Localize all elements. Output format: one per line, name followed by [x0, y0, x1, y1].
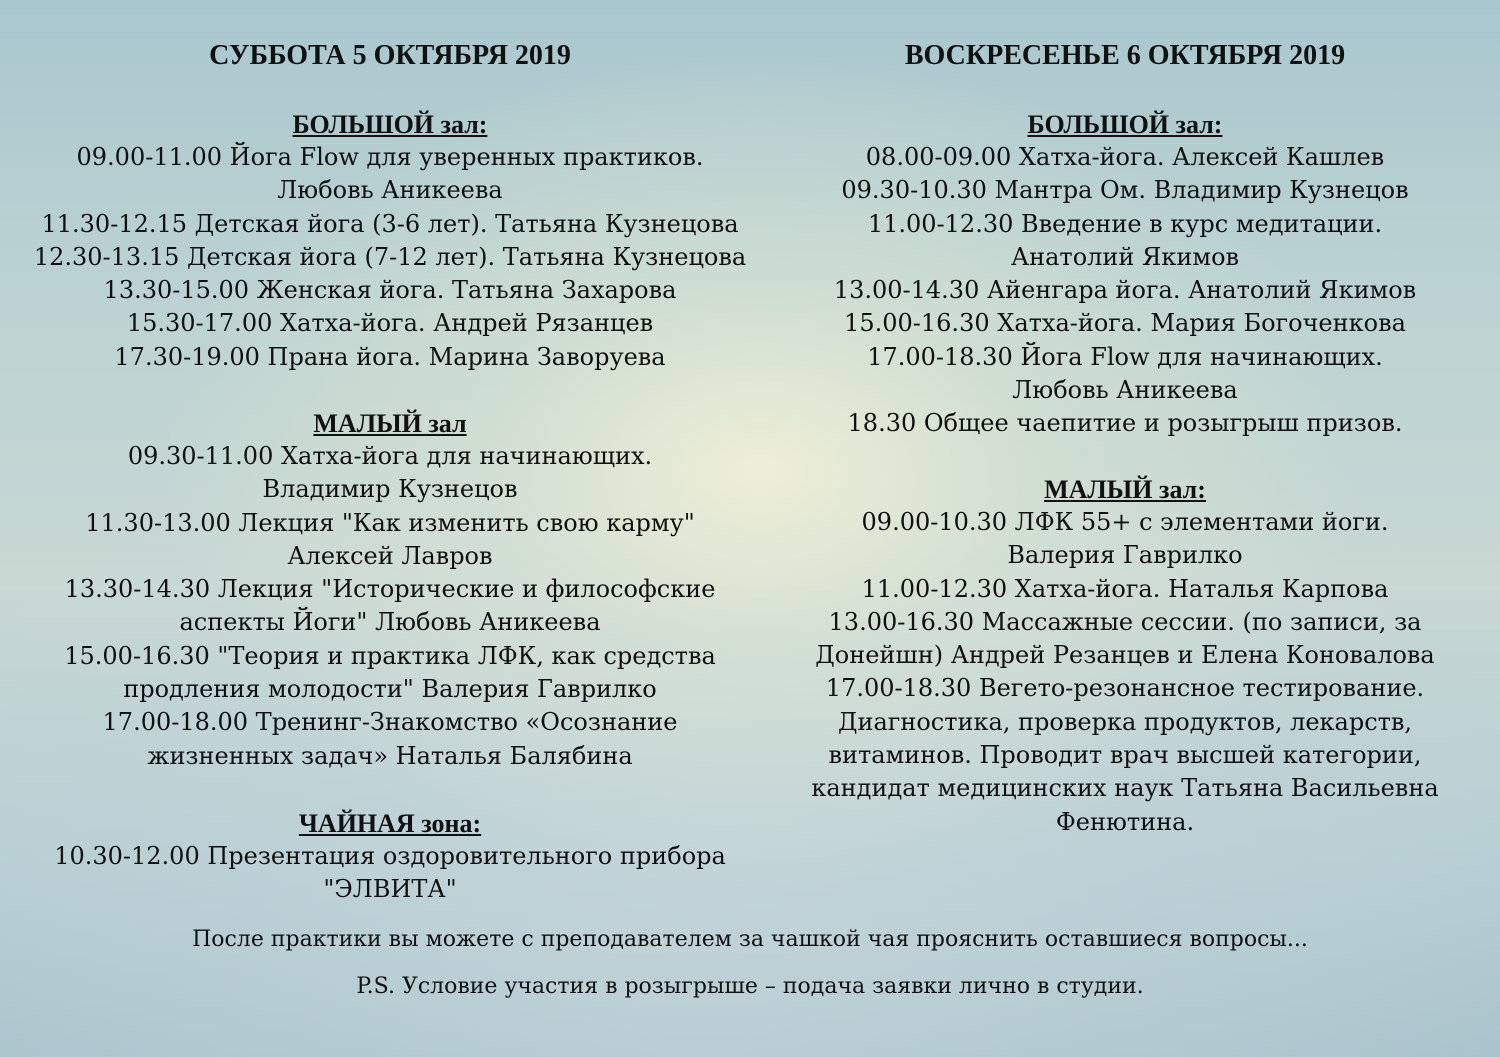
sunday-title: ВОСКРЕСЕНЬЕ 6 ОКТЯБРЯ 2019 — [904, 40, 1346, 71]
schedule-line: 11.30-12.15 Детская йога (3-6 лет). Татьяна Кузнецова — [41, 209, 739, 238]
schedule-line: 13.30-15.00 Женская йога. Татьяна Захарова — [103, 276, 677, 305]
saturday-tea-zone-heading: ЧАЙНАЯ зона: — [298, 809, 482, 838]
saturday-small-hall — [30, 407, 750, 773]
schedule-line: 10.30-12.00 Презентация оздоровительного прибора — [54, 842, 726, 870]
schedule-line: Диагностика, проверка продуктов, лекарств, — [837, 707, 1413, 736]
schedule-line: продления молодости" Валерия Гаврилко — [123, 675, 657, 704]
schedule-line: Любовь Аникеева — [1012, 376, 1238, 405]
schedule-line: Владимир Кузнецов — [262, 475, 518, 504]
schedule-line: 18.30 Общее чаепитие и розыгрыш призов. — [847, 409, 1403, 438]
saturday-big-hall-heading: БОЛЬШОЙ зал: — [292, 110, 488, 139]
saturday-title: СУББОТА 5 ОКТЯБРЯ 2019 — [209, 40, 571, 71]
schedule-line: 13.00-14.30 Айенгара йога. Анатолий Якимов — [833, 276, 1417, 305]
schedule-line: Донейшн) Андрей Резанцев и Елена Коновалова — [815, 641, 1435, 670]
schedule-line: Валерия Гаврилко — [1007, 541, 1243, 570]
schedule-line: Любовь Аникеева — [277, 176, 503, 205]
schedule-line: 09.00-10.30 ЛФК 55+ с элементами йоги. — [861, 508, 1389, 536]
schedule-line: жизненных задач» Наталья Балябина — [147, 741, 633, 770]
schedule-line: 12.30-13.15 Детская йога (7-12 лет). Татьяна Кузнецова — [33, 242, 747, 271]
schedule-line: 09.30-10.30 Мантра Ом. Владимир Кузнецов — [841, 176, 1409, 205]
schedule-line: Фенютина. — [1055, 807, 1195, 836]
schedule-line: 11.00-12.30 Введение в курс медитации. — [867, 209, 1383, 238]
sunday-big-hall — [780, 108, 1470, 441]
schedule-line: 08.00-09.00 Хатха-йога. Алексей Кашлев — [865, 143, 1385, 171]
schedule-line: 11.00-12.30 Хатха-йога. Наталья Карпова — [861, 574, 1389, 603]
schedule-line: 15.30-17.00 Хатха-йога. Андрей Рязанцев — [126, 309, 654, 338]
schedule-line: аспекты Йоги" Любовь Аникеева — [179, 608, 601, 637]
schedule-line: 13.00-16.30 Массажные сессии. (по записи, за — [828, 607, 1422, 636]
schedule-line: 13.30-14.30 Лекция "Исторические и философские — [64, 575, 716, 604]
saturday-small-hall-heading: МАЛЫЙ зал — [313, 409, 467, 438]
schedule-line: кандидат медицинских наук Татьяна Васильевна — [811, 774, 1439, 803]
schedule-line: 15.00-16.30 "Теория и практика ЛФК, как средства — [64, 641, 716, 670]
schedule-line: 17.00-18.30 Йога Flow для начинающих. — [867, 342, 1383, 371]
schedule-line: 17.00-18.30 Вегето-резонансное тестирование. — [825, 674, 1425, 703]
footer-note: После практики вы можете с преподавателем за чашкой чая прояснить оставшиеся вопросы... — [192, 927, 1308, 952]
sunday-big-hall-heading: БОЛЬШОЙ зал: — [1027, 110, 1223, 139]
schedule-line: витаминов. Проводит врач высшей категории, — [828, 741, 1422, 770]
schedule-line: Алексей Лавров — [287, 541, 493, 570]
schedule-line: 09.00-11.00 Йога Flow для уверенных практиков. — [76, 143, 704, 171]
schedule-line: 17.30-19.00 Прана йога. Марина Заворуева — [114, 342, 666, 371]
schedule-line: 09.30-11.00 Хатха-йога для начинающих. — [127, 442, 653, 470]
saturday-big-hall — [30, 108, 750, 374]
sunday-small-hall — [780, 473, 1470, 839]
schedule-line: "ЭЛВИТА" — [323, 875, 457, 904]
schedule-line: 11.30-13.00 Лекция "Как изменить свою карму" — [85, 508, 695, 537]
schedule-line: 15.00-16.30 Хатха-йога. Мария Богоченкова — [844, 309, 1406, 338]
schedule-line: 17.00-18.00 Тренинг-Знакомство «Осознание — [102, 708, 678, 737]
sunday-small-hall-heading: МАЛЫЙ зал: — [1044, 475, 1206, 504]
schedule-line: Анатолий Якимов — [1010, 242, 1240, 271]
saturday-tea-zone — [30, 807, 750, 907]
footer-ps: P.S. Условие участия в розыгрыше – подача заявки лично в студии. — [356, 974, 1144, 999]
